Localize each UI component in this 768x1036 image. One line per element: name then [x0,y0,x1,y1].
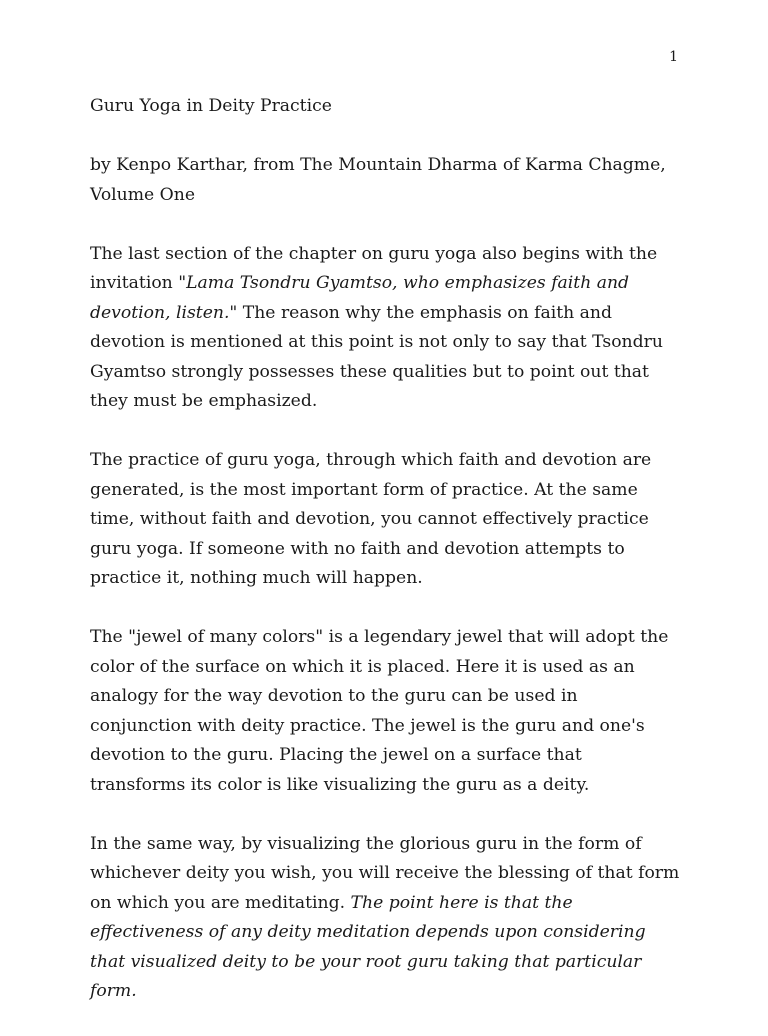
paragraph-2-text: The practice of guru yoga, through which faith and devotion are generated, is the most important form of practice. At the same time, without faith and devotion, you cannot effectively practice guru yoga. If someone with no faith and devotion attempts to practice it, nothing much will happen. [90,450,652,588]
paragraph-3-text: The "jewel of many colors" is a legendary jewel that will adopt the color of the surface on which it is placed. Here it is used as an analogy for the way devotion to the guru can be used in conjunction with deity practice. The jewel is the guru and one's devotion to the guru. Placing the jewel on a surface that transforms its color is like visualizing the guru as a deity. [90,627,669,795]
page-number: 1 [669,49,678,65]
document-byline: by Kenpo Karthar, from The Mountain Dharma of Karma Chagme, Volume One [90,155,666,205]
document-body [90,92,682,1036]
paragraph-1-quote: "Lama Tsondru Gyamtso, who emphasizes faith and devotion, listen." [90,273,630,323]
paragraph-4-text: In the same way, by visualizing the glorious guru in the form of whichever deity you wish, you will receive the blessing of that form on which you are meditating. [90,833,680,913]
paragraph-4-emphasis: The point here is that the effectiveness of any deity meditation depends upon considering that visualized deity to be your root guru taking that particular form. [90,892,646,1001]
paragraph-2 [90,446,682,594]
paragraph-1-text-cont: The reason why the emphasis on faith and devotion is mentioned at this point is not only to say that Tsondru Gyamtso strongly possesses these qualities but to point out that they must be emphasized. [90,302,663,411]
paragraph-4 [90,830,682,1007]
paragraph-1-text: The last section of the chapter on guru yoga also begins with the invitation [90,243,658,293]
document-title: Guru Yoga in Deity Practice [90,96,332,116]
paragraph-1 [90,240,682,417]
paragraph-3 [90,623,682,800]
